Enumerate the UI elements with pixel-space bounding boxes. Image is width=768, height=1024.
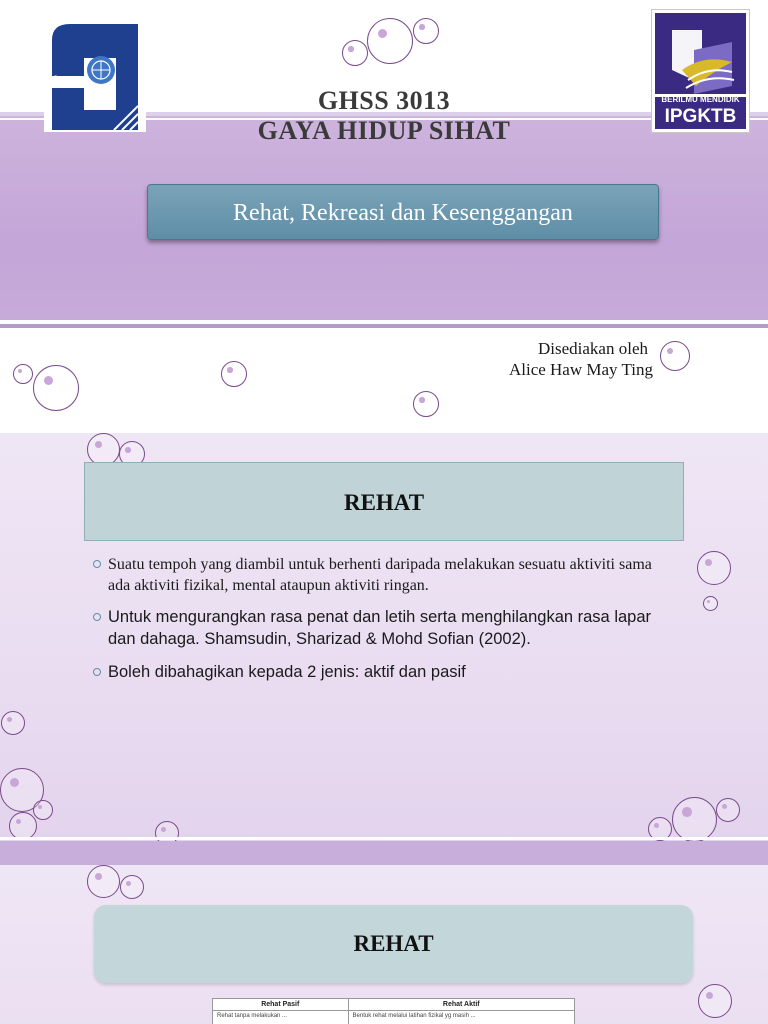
decorative-bubble [413,391,439,417]
list-item [93,662,673,684]
decorative-bubble [672,797,717,842]
ipgktb-name: IPGKTB [664,106,737,127]
decorative-bubble [367,18,413,64]
table-cell: Rehat tanpa melakukan ... [213,1011,349,1024]
bullet-text: Suatu tempoh yang diambil untuk berhenti daripada melakukan sesuatu aktiviti sama ada aktiviti fizikal, mental ataupun aktiviti ringan. [108,556,652,594]
decorative-bubble [33,800,53,820]
section-heading-box [84,462,684,541]
section-heading: REHAT [343,490,425,515]
course-code: GHSS 3013 [317,86,451,115]
list-item [93,554,673,596]
decorative-bubble [413,18,439,44]
decorative-bubble [716,798,740,822]
author-name: Alice Haw May Ting [508,360,653,379]
decorative-bubble [87,865,120,898]
bullet-text: Boleh dibahagikan kepada 2 jenis: aktif dan pasif [108,663,466,681]
decorative-bubble [703,596,718,611]
bullet-circle-icon [93,668,101,676]
slide-divider-line [0,837,768,840]
band-divider-bottom-inner [0,324,768,328]
decorative-bubble [660,341,690,371]
table-header-row [213,999,575,1011]
ipg-logo-text: iPG [52,74,80,91]
subtitle-box [147,184,659,240]
prepared-by-label: Disediakan oleh [538,339,648,358]
decorative-bubble [698,984,732,1018]
table-row [213,1011,575,1024]
bullet-circle-icon [93,560,101,568]
table-header: Rehat Aktif [348,999,574,1011]
slide-bottom-band [0,841,768,865]
decorative-bubble [697,551,731,585]
bullet-list [93,554,673,696]
bullet-text: Untuk mengurangkan rasa penat dan letih serta menghilangkan rasa lapar dan dahaga. Shamsudin, Sharizad & Mohd Sofian (2002). [108,608,652,648]
section-heading: REHAT [353,931,434,956]
table-header: Rehat Pasif [213,999,349,1011]
decorative-bubble [33,365,79,411]
list-item [93,607,673,650]
rehat-types-table [212,998,575,1024]
title-slide [0,0,768,433]
decorative-bubble [342,40,368,66]
ipgktb-tagline: BERILMU MENDIDIK [661,95,740,104]
decorative-bubble [1,711,25,735]
section-heading-box [94,905,693,983]
table-cell: Bentuk rehat melalui latihan fizikal yg masih ... [348,1011,574,1024]
subtitle-text: Rehat, Rekreasi dan Kesenggangan [233,200,573,226]
bullet-circle-icon [93,613,101,621]
rehat-definition-slide [0,433,768,865]
rehat-types-slide [0,865,768,1024]
decorative-bubble [221,361,247,387]
decorative-bubble [13,364,33,384]
decorative-bubble [9,812,37,840]
course-title: GAYA HIDUP SIHAT [257,116,511,145]
decorative-bubble [120,875,144,899]
